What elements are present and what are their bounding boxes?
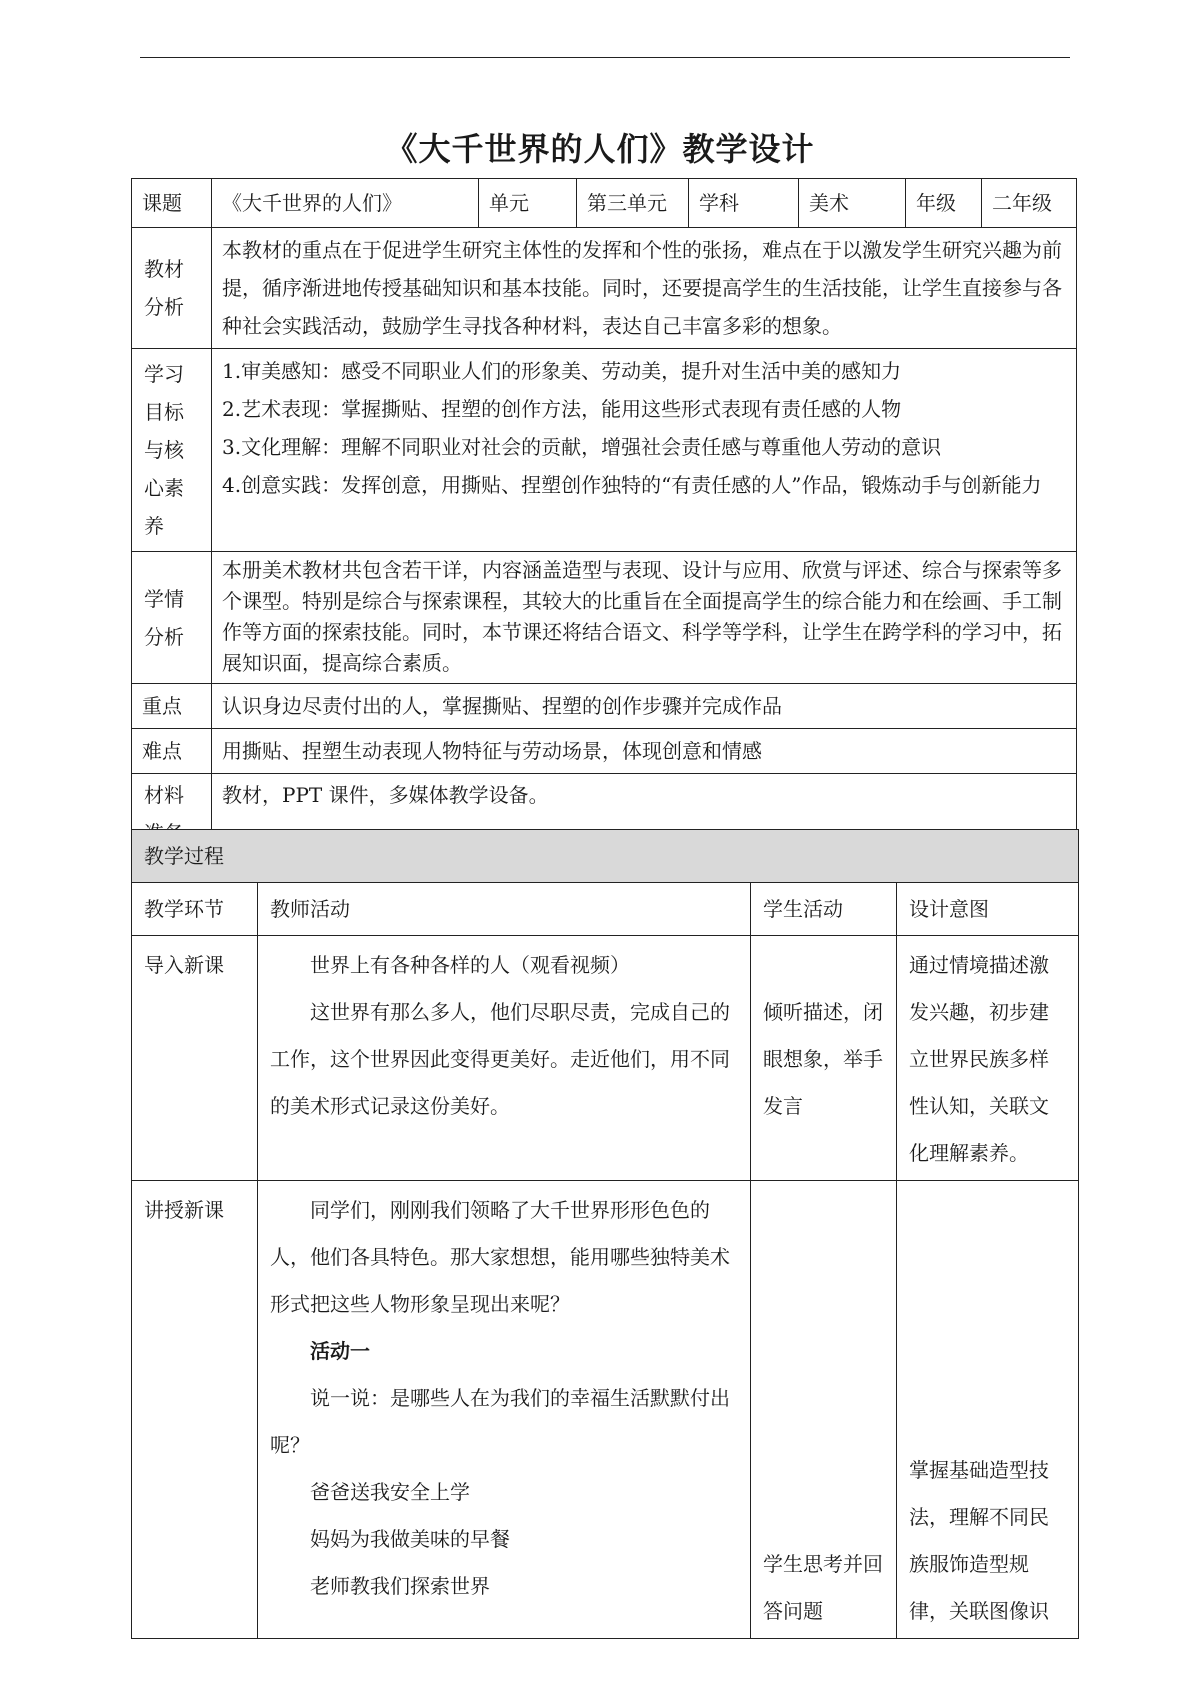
activity-title: 活动一 (310, 1339, 370, 1363)
difficulty-text: 用撕贴、捏塑生动表现人物特征与劳动场景，体现创意和情感 (212, 729, 1077, 774)
topic-row (132, 179, 1077, 228)
column-header-teacher: 教师活动 (258, 883, 751, 936)
learner-analysis-label: 学情 分析 (132, 552, 212, 684)
subject-label: 学科 (689, 179, 799, 228)
grade-value: 二年级 (982, 179, 1077, 228)
activity-prompt: 说一说：是哪些人在为我们的幸福生活默默付出呢？ (270, 1386, 730, 1457)
intro-teacher-line: 这世界有那么多人，他们尽职尽责，完成自己的工作，这个世界因此变得更美好。走近他们，用不同的美术形式记录这份美好。 (270, 1000, 730, 1118)
column-header-intent: 设计意图 (897, 883, 1079, 936)
goals-row (132, 349, 1077, 552)
material-analysis-text: 本教材的重点在于促进学生研究主体性的发挥和个性的张扬，难点在于以激发学生研究兴趣为前提，循序渐进地传授基础知识和基本技能。同时，还要提高学生的生活技能，让学生直接参与各种社会实践活动，鼓励学生寻找各种材料，表达自己丰富多彩的想象。 (212, 228, 1077, 349)
column-header-student: 学生活动 (751, 883, 897, 936)
learner-analysis-row (132, 552, 1077, 684)
unit-label: 单元 (479, 179, 577, 228)
intro-stage: 导入新课 (132, 936, 258, 1181)
grade-label: 年级 (906, 179, 982, 228)
lecture-teacher-activity (258, 1181, 751, 1639)
subject-value: 美术 (799, 179, 906, 228)
lecture-student-activity: 学生思考并回答问题 (751, 1181, 897, 1639)
learner-analysis-text: 本册美术教材共包含若干详，内容涵盖造型与表现、设计与应用、欣赏与评述、综合与探索等多个课型。特别是综合与探索课程，其较大的比重旨在全面提高学生的综合能力和在绘画、手工制作等方面的探索技能。同时，本节课还将结合语文、科学等学科，让学生在跨学科的学习中，拓展知识面，提高综合素质。 (212, 552, 1077, 684)
intro-student-activity: 倾听描述，闭眼想象，举手发言 (751, 936, 897, 1181)
topic-value: 《大千世界的人们》 (212, 179, 479, 228)
example-item: 爸爸送我安全上学 (310, 1480, 470, 1504)
key-point-text: 认识身边尽责付出的人，掌握撕贴、捏塑的创作步骤并完成作品 (212, 684, 1077, 729)
difficulty-row (132, 729, 1077, 774)
example-item: 老师教我们探索世界 (310, 1574, 490, 1598)
lecture-intro-paragraph: 同学们，刚刚我们领略了大千世界形形色色的人，他们各具特色。那大家想想，能用哪些独特美术形式把这些人物形象呈现出来呢？ (270, 1198, 730, 1316)
example-item: 妈妈为我做美味的早餐 (310, 1527, 510, 1551)
intro-teacher-line: 世界上有各种各样的人（观看视频） (310, 953, 630, 977)
materials-label: 材料 (132, 774, 212, 859)
difficulty-label: 难点 (132, 729, 212, 774)
document-title: 《大千世界的人们》教学设计 (385, 130, 815, 168)
material-analysis-label: 教材 分析 (132, 228, 212, 349)
lecture-stage: 讲授新课 (132, 1181, 258, 1639)
key-point-row (132, 684, 1077, 729)
key-point-label: 重点 (132, 684, 212, 729)
process-header-row (132, 830, 1079, 883)
intro-design-intent: 通过情境描述激发兴趣，初步建立世界民族多样性认知，关联文化理解素养。 (897, 936, 1079, 1181)
topic-label: 课题 (132, 179, 212, 228)
goals-list (212, 349, 1077, 552)
material-analysis-row (132, 228, 1077, 349)
goal-item: 3.文化理解：理解不同职业对社会的贡献，增强社会责任感与尊重他人劳动的意识 (222, 435, 942, 459)
unit-value: 第三单元 (577, 179, 689, 228)
goal-item: 1.审美感知：感受不同职业人们的形象美、劳动美，提升对生活中美的感知力 (222, 359, 902, 383)
column-header-stage: 教学环节 (132, 883, 258, 936)
lecture-design-intent: 掌握基础造型技法，理解不同民族服饰造型规律，关联图像识 (897, 1181, 1079, 1639)
lecture-row (132, 1181, 1079, 1639)
goal-item: 4.创意实践：发挥创意，用撕贴、捏塑创作独特的“有责任感的人”作品，锻炼动手与创新能力 (222, 473, 1042, 497)
intro-row (132, 936, 1079, 1181)
goal-item: 2.艺术表现：掌握撕贴、捏塑的创作方法，能用这些形式表现有责任感的人物 (222, 397, 902, 421)
header-rule (140, 57, 1070, 58)
intro-teacher-activity (258, 936, 751, 1181)
process-title: 教学过程 (132, 830, 1079, 883)
process-column-headers (132, 883, 1079, 936)
goals-label: 学习 目标 与核 心素 养 (132, 349, 212, 552)
teaching-process-table (131, 829, 1079, 1639)
materials-text: 教材，PPT 课件，多媒体教学设备。 (212, 774, 1077, 859)
lesson-info-table (131, 178, 1077, 859)
